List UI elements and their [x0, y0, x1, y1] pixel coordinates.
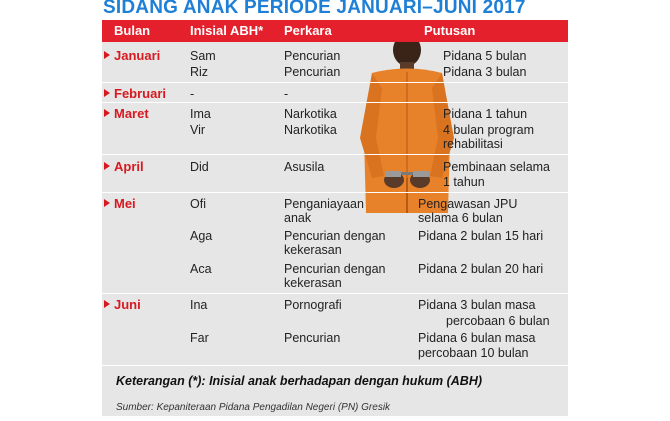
cell-perkara: Penganiayaan: [284, 197, 364, 211]
page-title: SIDANG ANAK PERIODE JANUARI–JUNI 2017: [103, 0, 526, 18]
cell-inisial: Aga: [190, 229, 213, 243]
month-mei: [104, 196, 136, 211]
cell-inisial: Vir: [190, 123, 206, 137]
cell-perkara: Pencurian: [284, 49, 341, 63]
row-divider: [102, 154, 568, 155]
cell-inisial: Sam: [190, 49, 216, 63]
triangle-bullet-icon: [104, 89, 110, 97]
cell-perkara: Pencurian dengan: [284, 229, 386, 243]
cell-putusan: percobaan 10 bulan: [418, 346, 529, 360]
cell-perkara: anak: [284, 211, 312, 225]
month-label: Februari: [114, 86, 167, 101]
cell-perkara: Narkotika: [284, 107, 337, 121]
cell-inisial: Far: [190, 331, 209, 345]
row-divider: [102, 192, 568, 193]
row-divider: [102, 82, 568, 83]
cell-putusan: Pidana 6 bulan masa: [418, 331, 536, 345]
cell-putusan: 4 bulan program: [443, 123, 535, 137]
cell-inisial: Did: [190, 160, 209, 174]
triangle-bullet-icon: [104, 300, 110, 308]
cell-inisial: Riz: [190, 65, 209, 79]
header-perkara: Perkara: [284, 23, 332, 38]
cell-inisial: Ina: [190, 298, 208, 312]
month-februari: [104, 86, 166, 101]
month-label: April: [114, 159, 144, 174]
cell-putusan: Pidana 2 bulan 15 hari: [418, 229, 544, 243]
cell-putusan: Pidana 3 bulan: [443, 65, 527, 79]
row-divider: [102, 365, 568, 366]
cell-perkara: Pencurian: [284, 65, 341, 79]
cell-putusan: rehabilitasi: [443, 137, 503, 151]
cell-putusan: Pembinaan selama: [443, 160, 551, 174]
source-note: Sumber: Kepaniteraan Pidana Pengadilan Negeri (PN) Gresik: [116, 402, 391, 413]
month-juni: [104, 297, 141, 312]
month-label: Januari: [114, 48, 161, 63]
triangle-bullet-icon: [104, 162, 110, 170]
cell-inisial: Ima: [190, 107, 211, 121]
row-divider: [102, 293, 568, 294]
row-divider: [102, 102, 568, 103]
cell-perkara: kekerasan: [284, 243, 342, 257]
cell-perkara: -: [284, 87, 289, 101]
cell-perkara: Narkotika: [284, 123, 337, 137]
cell-perkara: Pencurian: [284, 331, 341, 345]
month-label: Mei: [114, 196, 136, 211]
cell-perkara: Pornografi: [284, 298, 342, 312]
cell-putusan: Pidana 1 tahun: [443, 107, 528, 121]
footnote: Keterangan (*): Inisial anak berhadapan dengan hukum (ABH): [116, 374, 483, 388]
cell-perkara: kekerasan: [284, 276, 342, 290]
cell-inisial: -: [190, 87, 195, 101]
month-label: Maret: [114, 106, 149, 121]
header-inisial: Inisial ABH*: [190, 23, 264, 38]
month-maret: [104, 106, 149, 121]
triangle-bullet-icon: [104, 199, 110, 207]
cell-putusan: Pengawasan JPU: [418, 197, 518, 211]
month-april: [104, 159, 144, 174]
cell-putusan: Pidana 2 bulan 20 hari: [418, 262, 544, 276]
cell-putusan: percobaan 6 bulan: [446, 314, 550, 328]
cell-putusan: Pidana 3 bulan masa: [418, 298, 536, 312]
cell-putusan: selama 6 bulan: [418, 211, 503, 225]
table-panel: [102, 20, 568, 416]
cell-perkara: Asusila: [284, 160, 325, 174]
cell-putusan: Pidana 5 bulan: [443, 49, 527, 63]
table-header: [102, 20, 568, 42]
cell-inisial: Aca: [190, 262, 212, 276]
month-label: Juni: [114, 297, 141, 312]
header-putusan: Putusan: [424, 23, 476, 38]
triangle-bullet-icon: [104, 51, 110, 59]
cell-perkara: Pencurian dengan: [284, 262, 386, 276]
month-januari: [104, 48, 160, 63]
header-bulan: Bulan: [114, 23, 151, 38]
cell-inisial: Ofi: [190, 197, 206, 211]
triangle-bullet-icon: [104, 109, 110, 117]
cell-putusan: 1 tahun: [443, 175, 485, 189]
